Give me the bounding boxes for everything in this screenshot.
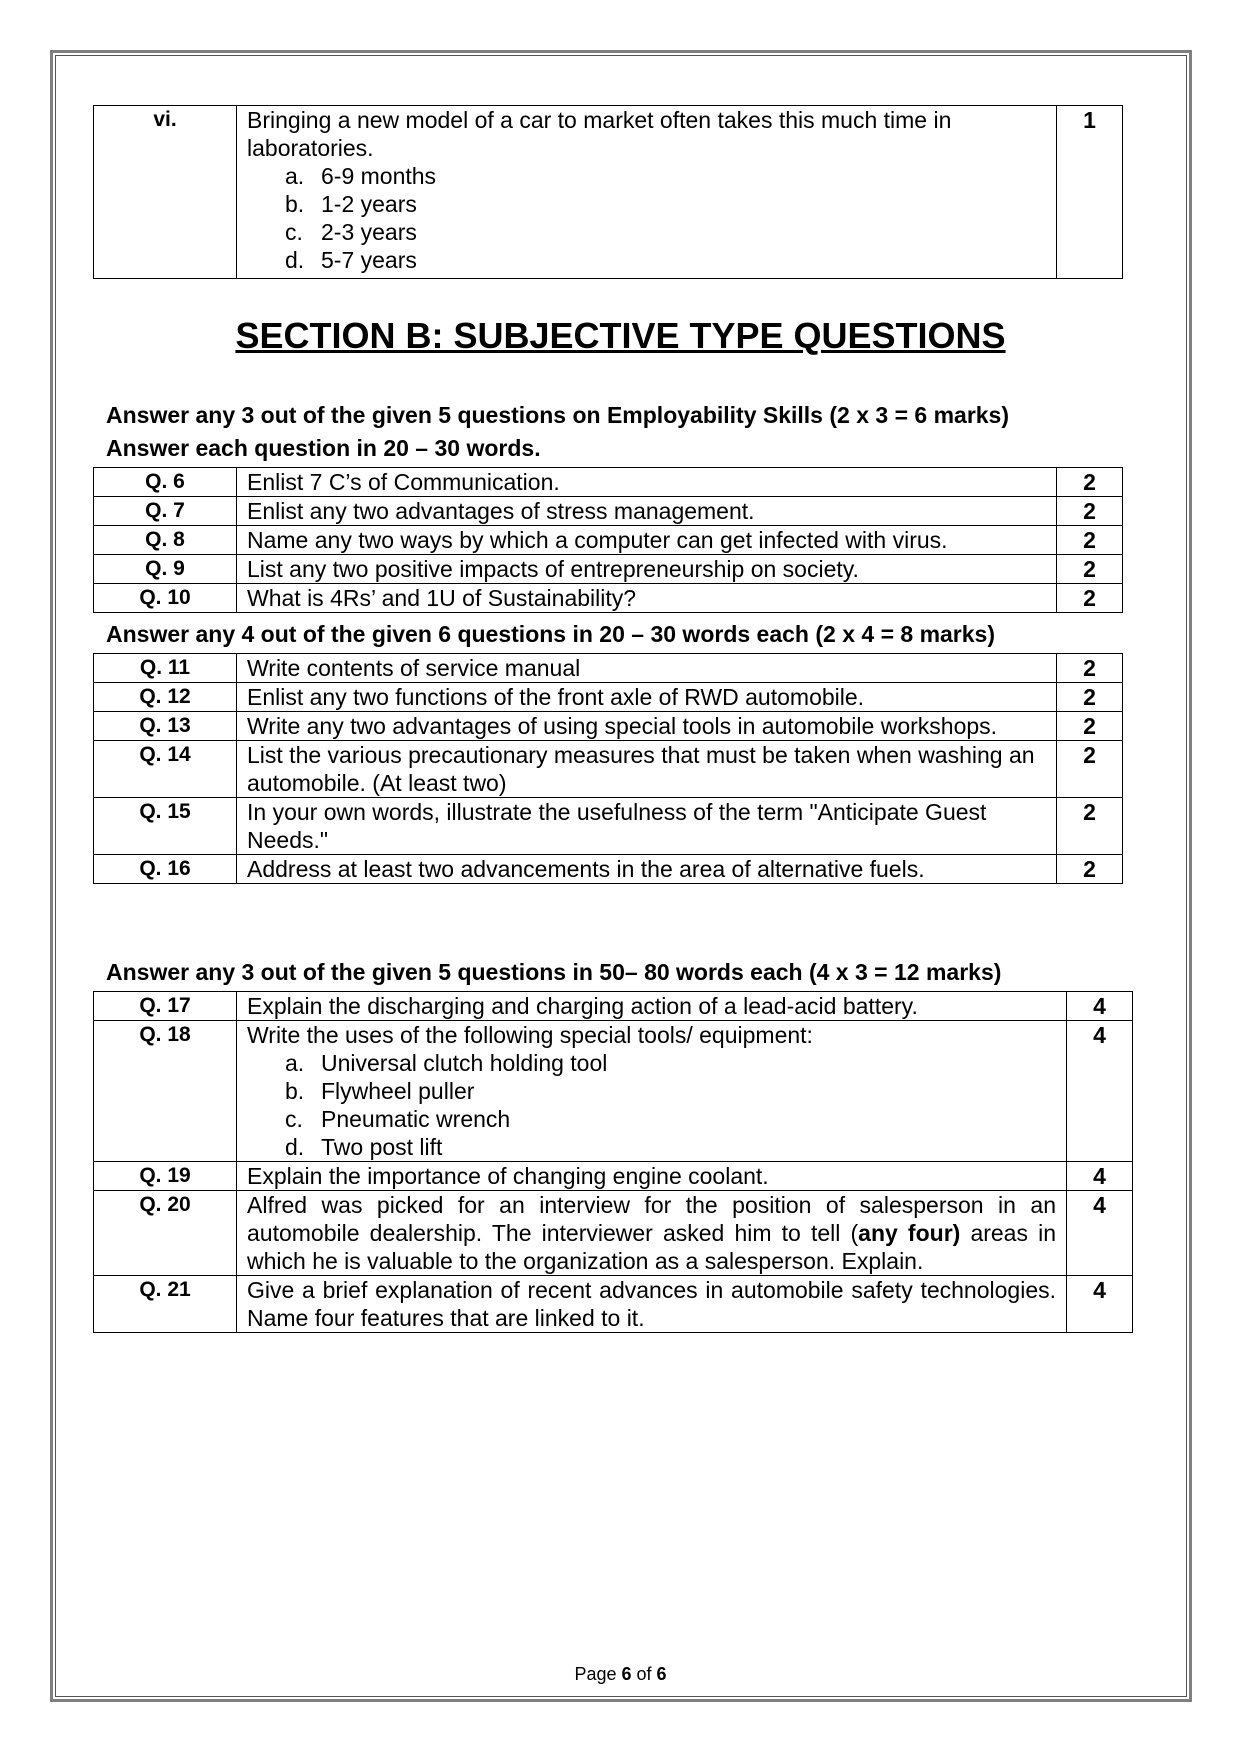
- question-text: Explain the discharging and charging action of a lead-acid battery.: [237, 992, 1067, 1021]
- part3-table: [93, 991, 1133, 1333]
- question-stem: Bringing a new model of a car to market often takes this much time in laboratories.: [247, 107, 952, 161]
- question-number: Q. 21: [94, 1276, 237, 1333]
- part2-table: [93, 653, 1123, 884]
- part2-instruction: Answer any 4 out of the given 6 questions in 20 – 30 words each (2 x 4 = 8 marks): [106, 621, 996, 647]
- part1-table: [93, 467, 1123, 613]
- question-marks: 2: [1057, 712, 1123, 741]
- question-number: Q. 18: [94, 1021, 237, 1162]
- question-marks: 2: [1057, 526, 1123, 555]
- question-marks: 2: [1057, 683, 1123, 712]
- question-text: List any two positive impacts of entrepreneurship on society.: [237, 555, 1057, 584]
- table-row: [94, 798, 1123, 855]
- question-marks: 2: [1057, 468, 1123, 497]
- question-text: List the various precautionary measures that must be taken when washing an automobile. (At least two): [237, 741, 1057, 798]
- question-marks: 2: [1057, 555, 1123, 584]
- table-row: [94, 683, 1123, 712]
- question-marks: 2: [1057, 741, 1123, 798]
- question-number: Q. 13: [94, 712, 237, 741]
- question-text: Enlist 7 C’s of Communication.: [237, 468, 1057, 497]
- options-list: [247, 1049, 1056, 1161]
- table-row: [94, 1191, 1133, 1276]
- question-number: Q. 9: [94, 555, 237, 584]
- question-text: Write contents of service manual: [237, 654, 1057, 683]
- question-marks: 2: [1057, 497, 1123, 526]
- option-item: b. Flywheel puller: [285, 1078, 475, 1104]
- part3-instruction: Answer any 3 out of the given 5 questions in 50– 80 words each (4 x 3 = 12 marks): [106, 959, 1002, 985]
- option-item: d. Two post lift: [285, 1134, 443, 1160]
- table-row: [94, 855, 1123, 884]
- question-marks: 2: [1057, 654, 1123, 683]
- question-text: Explain the importance of changing engine coolant.: [237, 1162, 1067, 1191]
- option-item: a. 6-9 months: [285, 163, 437, 189]
- question-number: Q. 20: [94, 1191, 237, 1276]
- question-text: Alfred was picked for an interview for the position of salesperson in an automobile dealership. The interviewer asked him to tell (any four) areas in which he is valuable to the organization as a salesperson. Explain.: [237, 1191, 1067, 1276]
- question-text: What is 4Rs’ and 1U of Sustainability?: [237, 584, 1057, 613]
- question-text: [237, 106, 1057, 279]
- question-text: Give a brief explanation of recent advances in automobile safety technologies. Name four features that are linked to it.: [237, 1276, 1067, 1333]
- table-row: [94, 584, 1123, 613]
- question-marks: 4: [1067, 1162, 1133, 1191]
- question-marks: 2: [1057, 584, 1123, 613]
- question-number: Q. 8: [94, 526, 237, 555]
- question-marks: 4: [1067, 992, 1133, 1021]
- question-number: Q. 6: [94, 468, 237, 497]
- table-row: [94, 106, 1123, 279]
- table-row: [94, 526, 1123, 555]
- section-title: SECTION B: SUBJECTIVE TYPE QUESTIONS: [235, 315, 1006, 356]
- question-text: In your own words, illustrate the usefulness of the term "Anticipate Guest Needs.": [237, 798, 1057, 855]
- question-number: Q. 16: [94, 855, 237, 884]
- table-row: [94, 992, 1133, 1021]
- question-marks: 2: [1057, 798, 1123, 855]
- table-row: [94, 468, 1123, 497]
- question-vi-table: [93, 105, 1123, 279]
- question-text: Enlist any two functions of the front axle of RWD automobile.: [237, 683, 1057, 712]
- table-row: [94, 741, 1123, 798]
- option-item: c. Pneumatic wrench: [285, 1106, 511, 1132]
- table-row: [94, 654, 1123, 683]
- question-text: Write any two advantages of using special tools in automobile workshops.: [237, 712, 1057, 741]
- question-marks: 4: [1067, 1021, 1133, 1162]
- option-item: c. 2-3 years: [285, 219, 417, 245]
- option-item: d. 5-7 years: [285, 247, 417, 273]
- question-text: [237, 1021, 1067, 1162]
- table-row: [94, 1021, 1133, 1162]
- question-stem: Write the uses of the following special tools/ equipment:: [247, 1022, 813, 1048]
- question-number: Q. 10: [94, 584, 237, 613]
- question-text: Address at least two advancements in the area of alternative fuels.: [237, 855, 1057, 884]
- question-number: Q. 12: [94, 683, 237, 712]
- option-item: b. 1-2 years: [285, 191, 417, 217]
- question-number: Q. 15: [94, 798, 237, 855]
- table-row: [94, 497, 1123, 526]
- question-number: vi.: [94, 106, 237, 279]
- question-number: Q. 17: [94, 992, 237, 1021]
- question-number: Q. 11: [94, 654, 237, 683]
- option-item: a. Universal clutch holding tool: [285, 1050, 608, 1076]
- question-text: Name any two ways by which a computer can get infected with virus.: [237, 526, 1057, 555]
- page-footer: Page 6 of 6: [574, 1664, 667, 1684]
- question-marks: 1: [1057, 106, 1123, 279]
- part1-instruction-line1: Answer any 3 out of the given 5 questions on Employability Skills (2 x 3 = 6 marks): [106, 402, 1010, 428]
- table-row: [94, 1276, 1133, 1333]
- question-text: Enlist any two advantages of stress management.: [237, 497, 1057, 526]
- table-row: [94, 712, 1123, 741]
- table-row: [94, 1162, 1133, 1191]
- question-number: Q. 14: [94, 741, 237, 798]
- options-list: [247, 162, 1046, 274]
- question-marks: 4: [1067, 1191, 1133, 1276]
- table-row: [94, 555, 1123, 584]
- part1-instruction-line2: Answer each question in 20 – 30 words.: [106, 435, 541, 461]
- question-marks: 4: [1067, 1276, 1133, 1333]
- question-number: Q. 7: [94, 497, 237, 526]
- question-marks: 2: [1057, 855, 1123, 884]
- question-number: Q. 19: [94, 1162, 237, 1191]
